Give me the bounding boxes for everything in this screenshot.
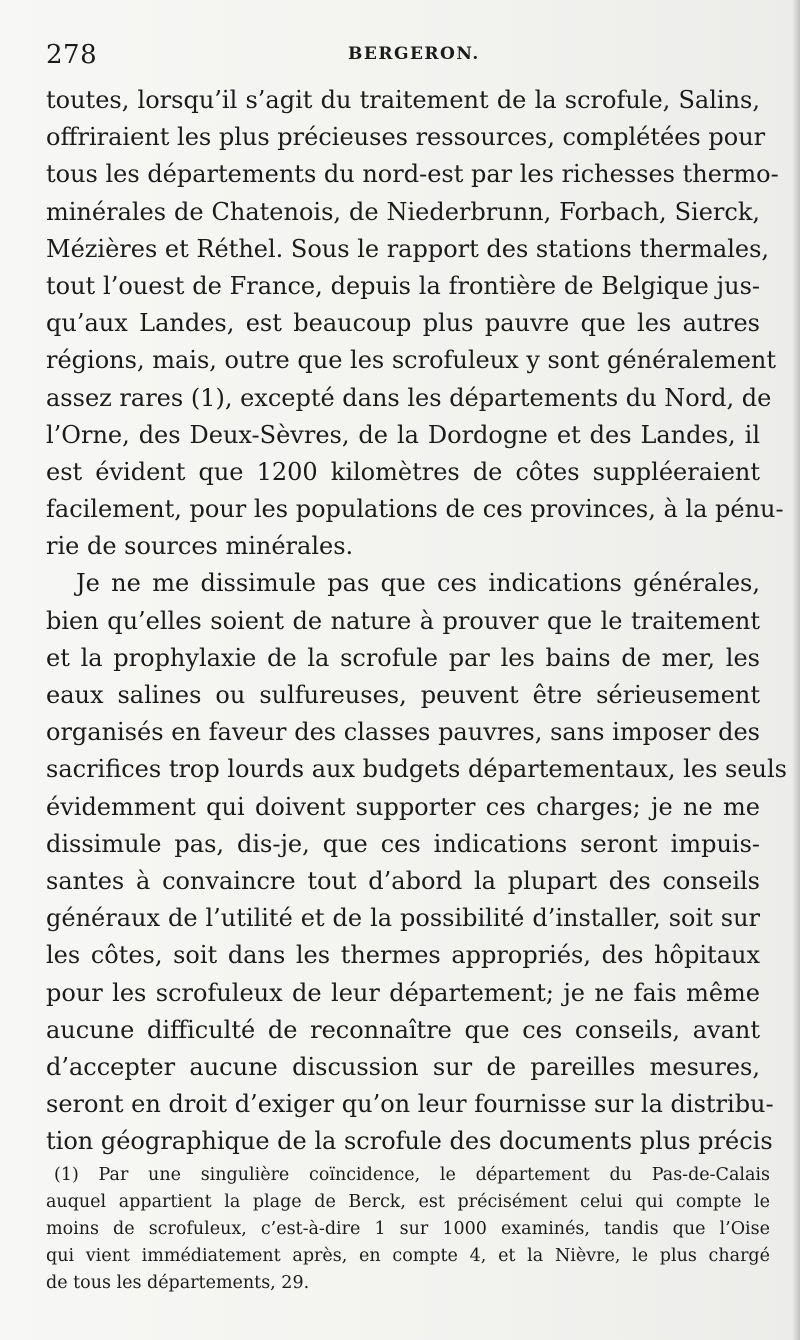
body-line: et la prophylaxie de la scrofule par les bains de mer, les bbox=[46, 643, 760, 672]
body-line: évidemment qui doivent supporter ces charges; je ne me bbox=[46, 792, 760, 821]
body-line: d’accepter aucune discussion sur de pareilles mesures, bbox=[46, 1052, 760, 1081]
running-head: BERGERON. bbox=[348, 44, 480, 64]
body-line: Mézières et Réthel. Sous le rapport des stations thermales, bbox=[46, 234, 770, 263]
page-header bbox=[46, 40, 758, 74]
footnote-line: (1) Par une singulière coïncidence, le département du Pas-de-Calais bbox=[54, 1165, 770, 1185]
body-line: organisés en faveur des classes pauvres, sans imposer des bbox=[46, 718, 760, 747]
body-line: seront en droit d’exiger qu’on leur fournisse sur la distribu- bbox=[46, 1090, 774, 1119]
footnote-line: qui vient immédiatement après, en compte 4, et la Nièvre, le plus chargé bbox=[46, 1246, 770, 1266]
body-line: eaux salines ou sulfureuses, peuvent être sérieusement bbox=[46, 681, 760, 709]
paragraph-start-line: Je ne me dissimule pas que ces indications générales, bbox=[76, 569, 760, 598]
body-line: tion géographique de la scrofule des documents plus précis bbox=[46, 1127, 773, 1156]
body-line: généraux de l’utilité et de la possibilité d’installer, soit sur bbox=[46, 904, 760, 933]
body-line: qu’aux Landes, est beaucoup plus pauvre que les autres bbox=[46, 309, 760, 338]
footnote-line: moins de scrofuleux, c’est-à-dire 1 sur 1000 examinés, tandis que l’Oise bbox=[46, 1219, 770, 1239]
body-line: rie de sources minérales. bbox=[46, 532, 354, 561]
body-line: l’Orne, des Deux-Sèvres, de la Dordogne et des Landes, il bbox=[46, 420, 760, 449]
body-line: tous les départements du nord-est par les richesses thermo- bbox=[46, 160, 779, 189]
body-line: tout l’ouest de France, depuis la frontière de Belgique jus- bbox=[46, 271, 760, 300]
body-line: santes à convaincre tout d’abord la plupart des conseils bbox=[46, 866, 760, 895]
body-line: aucune difficulté de reconnaître que ces conseils, avant bbox=[46, 1015, 760, 1044]
body-line: offriraient les plus précieuses ressources, complétées pour bbox=[46, 123, 766, 152]
footnote bbox=[46, 1162, 770, 1297]
body-line: sacrifices trop lourds aux budgets départementaux, les seuls bbox=[46, 755, 787, 784]
body-line: les côtes, soit dans les thermes appropriés, des hôpitaux bbox=[46, 941, 760, 970]
body-line: assez rares (1), excepté dans les départements du Nord, de bbox=[46, 383, 772, 412]
body-line: toutes, lorsqu’il s’agit du traitement de la scrofule, Salins, bbox=[46, 86, 760, 114]
page-edge-shadow bbox=[792, 0, 800, 1340]
page-number: 278 bbox=[46, 40, 98, 70]
body-line: minérales de Chatenois, de Niederbrunn, Forbach, Sierck, bbox=[46, 197, 760, 226]
body-line: bien qu’elles soient de nature à prouver que le traitement bbox=[46, 606, 760, 635]
footnote-line: auquel appartient la plage de Berck, est précisément celui qui compte le bbox=[46, 1192, 770, 1212]
body-line: dissimule pas, dis-je, que ces indications seront impuis- bbox=[46, 829, 760, 858]
body-line: facilement, pour les populations de ces provinces, à la pénu- bbox=[46, 495, 784, 524]
body-line: pour les scrofuleux de leur département; je ne fais même bbox=[46, 978, 760, 1007]
body-text bbox=[46, 82, 787, 1160]
footnote-line: de tous les départements, 29. bbox=[46, 1273, 310, 1293]
body-line: est évident que 1200 kilomètres de côtes suppléeraient bbox=[46, 457, 760, 486]
body-line: régions, mais, outre que les scrofuleux y sont généralement bbox=[46, 346, 776, 375]
